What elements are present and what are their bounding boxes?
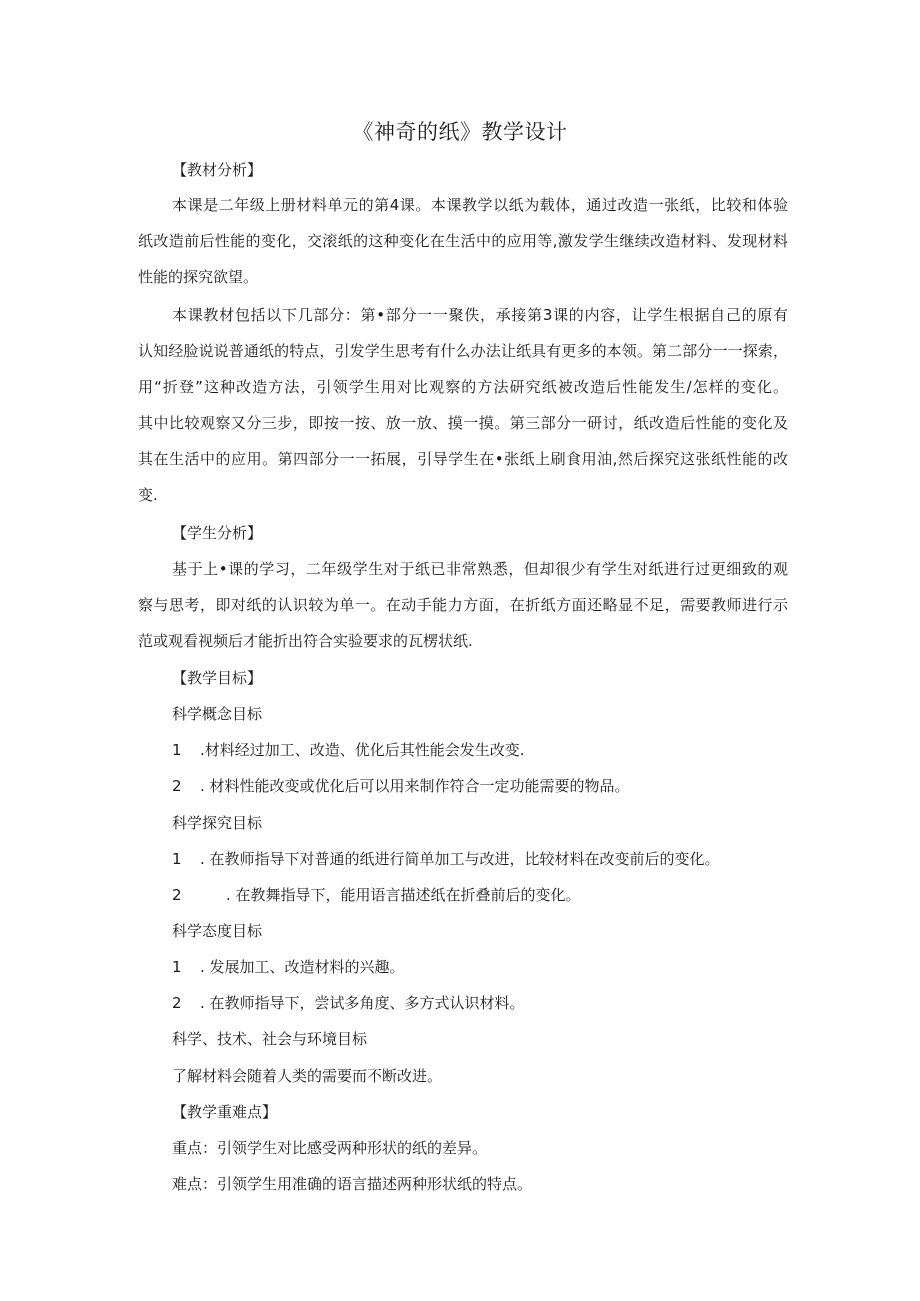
goal-item xyxy=(172,848,822,870)
list-text: . 发展加工、改造材料的兴趣。 xyxy=(200,958,405,976)
goal-subtitle-concept: 科学概念目标 xyxy=(172,705,263,723)
goal-text: 了解材料会随着人类的需要而不断改进。 xyxy=(172,1067,443,1085)
list-text: .材料经过加工、改造、优化后其性能会发生改变. xyxy=(200,741,525,759)
goal-item xyxy=(172,775,822,797)
key-point-text: 重点：引领学生对比感受两种形状的纸的差异。 xyxy=(172,1139,488,1157)
list-text: . 在教舞指导下，能用语言描述纸在折叠前后的变化。 xyxy=(226,886,581,904)
list-text: . 在教师指导下，尝试多角度、多方式认识材料。 xyxy=(200,994,525,1012)
section-heading-student-analysis: 【学生分析】 xyxy=(172,524,263,542)
section-heading-material-analysis: 【教材分析】 xyxy=(172,161,263,179)
list-number: 1 xyxy=(172,741,182,759)
paragraph-line: 认知经脸说说普通纸的特点，引发学生思考有什么办法让纸具有更多的本领。第二部分一一探索， xyxy=(138,342,788,360)
list-number: 2 xyxy=(172,886,182,904)
goal-subtitle-inquiry: 科学探究目标 xyxy=(172,814,263,832)
goal-item xyxy=(172,956,822,978)
paragraph-line: 用“折登”这种改造方法，引领学生用对比观察的方法研究纸被改造后性能发生/怎样的变化。 xyxy=(138,378,788,396)
goal-item xyxy=(172,992,822,1014)
paragraph-line: 性能的探究欲望。 xyxy=(138,268,259,286)
goal-subtitle-stse: 科学、技术、社会与环境目标 xyxy=(172,1030,368,1048)
list-number: 1 xyxy=(172,850,182,868)
paragraph-line: 基于上•课的学习，二年级学生对于纸已非常熟悉，但却很少有学生对纸进行过更细致的观 xyxy=(172,560,788,578)
list-number: 2 xyxy=(172,994,182,1012)
paragraph-line: 变. xyxy=(138,486,158,504)
list-number: 2 xyxy=(172,777,182,795)
difficult-point-text: 难点：引领学生用准确的语言描述两种形状纸的特点。 xyxy=(172,1175,533,1193)
section-heading-key-points: 【教学重难点】 xyxy=(172,1103,278,1121)
paragraph-line: 察与思考，即对纸的认识较为单一。在动手能力方面，在折纸方面还略显不足，需要教师进行示 xyxy=(138,596,788,614)
paragraph-line: 纸改造前后性能的变化，交滚纸的这种变化在生活中的应用等,激发学生继续改造材料、发现材料 xyxy=(138,232,788,250)
section-heading-teaching-goals: 【教学目标】 xyxy=(172,669,263,687)
paragraph-line: 本课教材包括以下几部分：第•部分一一聚佚，承接第3课的内容，让学生根据自己的原有 xyxy=(172,306,788,324)
list-text: . 材料性能改变或优化后可以用来制作符合一定功能需要的物品。 xyxy=(200,777,630,795)
paragraph-line: 其在生活中的应用。第四部分一一拓展，引导学生在•张纸上刷食用油,然后探究这张纸性能的改 xyxy=(138,450,788,468)
list-number: 1 xyxy=(172,958,182,976)
paragraph-line: 本课是二年级上册材料单元的第4课。本课教学以纸为载体，通过改造一张纸，比较和体验 xyxy=(172,196,788,214)
goal-subtitle-attitude: 科学态度目标 xyxy=(172,922,263,940)
paragraph-line: 其中比较观察又分三步，即按一按、放一放、摸一摸。第三部分一研讨，纸改造后性能的变化及 xyxy=(138,414,788,432)
list-text: . 在教师指导下对普通的纸进行简单加工与改进，比较材料在改变前后的变化。 xyxy=(200,850,720,868)
paragraph-line: 范或观看视频后才能折出符合实验要求的瓦楞状纸. xyxy=(138,632,473,650)
goal-item xyxy=(172,884,822,906)
goal-item xyxy=(172,739,822,761)
document-title: 《神奇的纸》教学设计 xyxy=(352,120,568,144)
